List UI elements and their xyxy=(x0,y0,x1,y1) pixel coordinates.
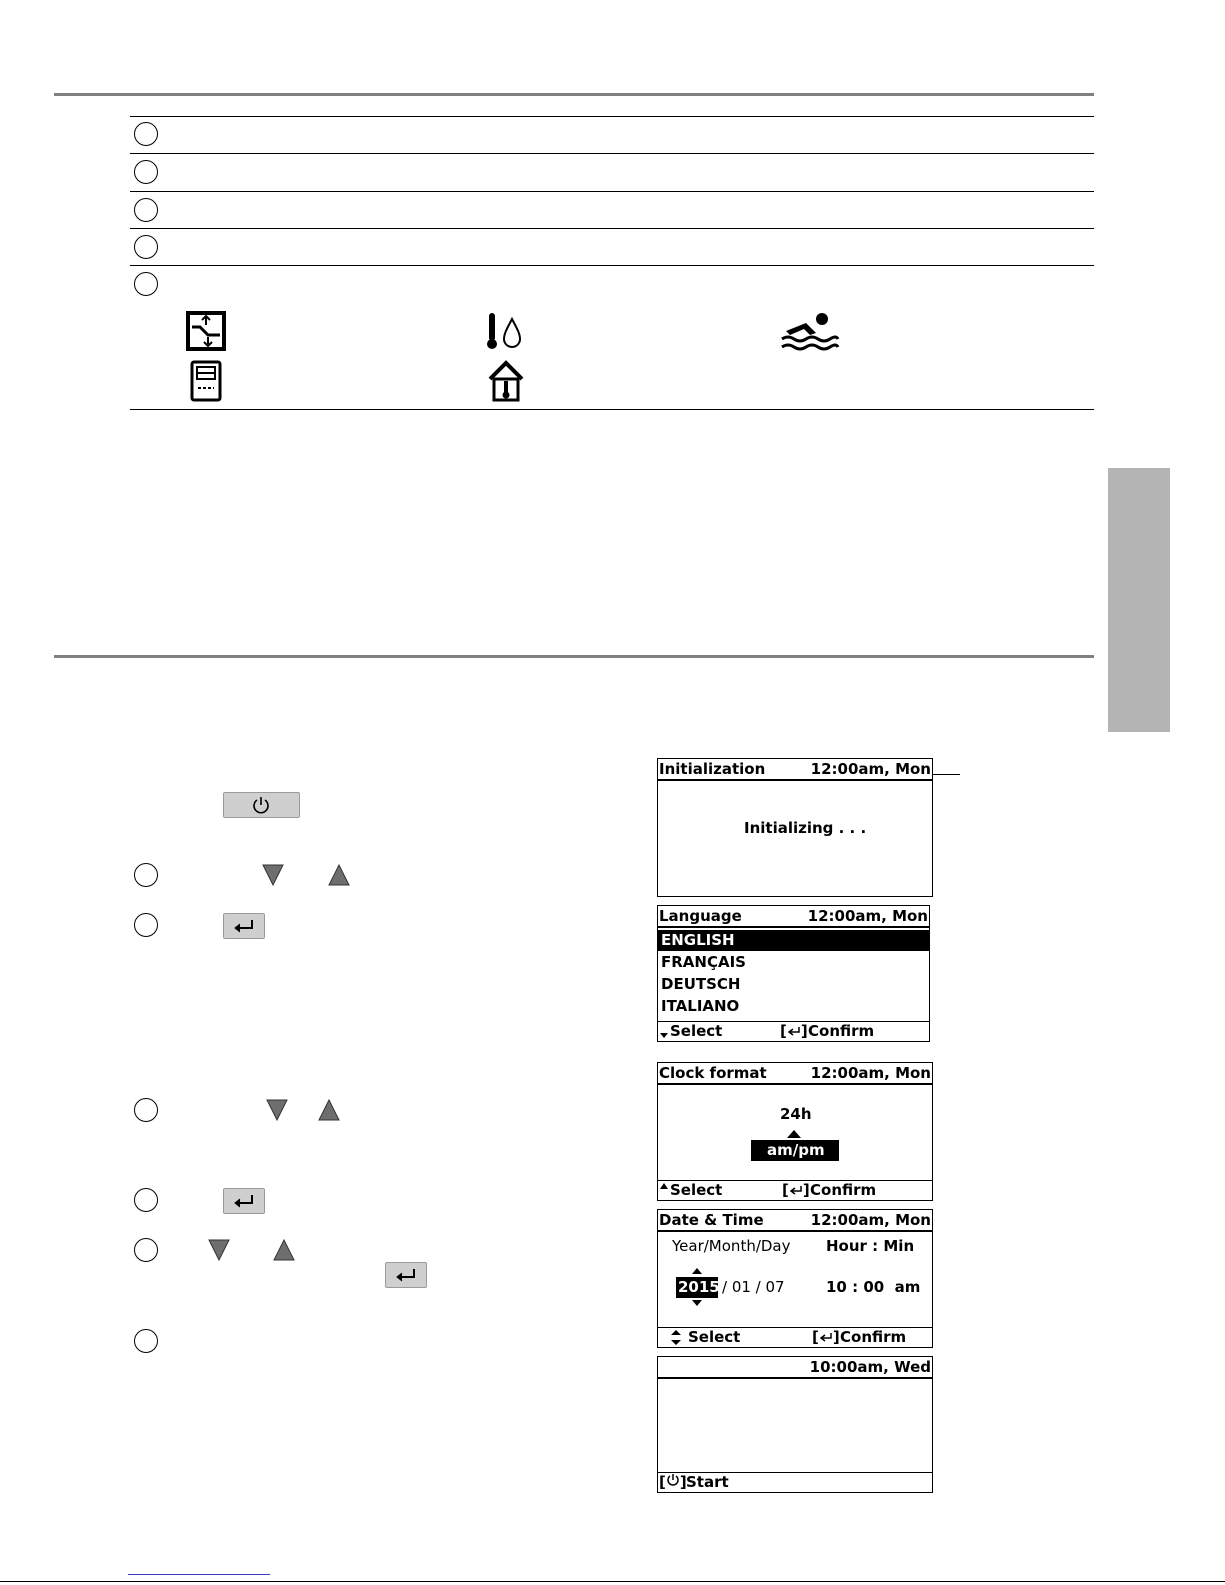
enter-arrow-icon xyxy=(787,1026,801,1036)
screen-header xyxy=(658,1357,932,1379)
down-triangle-icon[interactable] xyxy=(208,1238,230,1262)
footer-confirm-label: Confirm xyxy=(808,1022,875,1040)
screen-clock-format xyxy=(657,1062,933,1201)
enter-button[interactable] xyxy=(223,913,265,939)
screen-header xyxy=(658,906,929,928)
callout-line xyxy=(932,774,960,775)
enter-button[interactable] xyxy=(385,1262,427,1288)
option-24h[interactable]: 24h xyxy=(780,1105,812,1123)
step-circle-3 xyxy=(134,198,158,222)
up-down-arrow-icon xyxy=(668,1329,684,1346)
screen-title: Language xyxy=(659,907,742,925)
table-row-rule xyxy=(130,228,1094,229)
screen-clock: 10:00am, Wed xyxy=(809,1358,931,1376)
footer-link-underline xyxy=(128,1574,270,1575)
step-circle-5 xyxy=(134,272,158,296)
section-tab xyxy=(1108,468,1170,732)
enter-arrow-icon xyxy=(232,918,256,934)
screen-clock: 12:00am, Mon xyxy=(810,1211,931,1229)
date-label: Year/Month/Day xyxy=(672,1237,791,1255)
select-arrow-icon xyxy=(659,1182,669,1190)
screen-home xyxy=(657,1356,933,1493)
step-circle-6 xyxy=(134,1329,158,1353)
language-option-deutsch[interactable]: DEUTSCH xyxy=(661,975,741,993)
footer-start-label: Start xyxy=(686,1473,729,1491)
top-section-rule xyxy=(54,93,1094,96)
time-value[interactable]: 10 : 00 am xyxy=(826,1278,921,1296)
swimmer-icon xyxy=(780,311,840,353)
footer-enter-bracket: [ ] xyxy=(782,1181,810,1199)
screen-clock: 12:00am, Mon xyxy=(807,907,928,925)
power-button[interactable] xyxy=(223,792,300,818)
initializing-message: Initializing . . . xyxy=(744,819,867,837)
table-bottom-rule xyxy=(130,409,1094,410)
screen-header xyxy=(658,1063,932,1085)
table-row-rule xyxy=(130,153,1094,154)
thermometer-drop-icon xyxy=(484,311,526,351)
up-arrow-icon xyxy=(691,1267,703,1275)
option-ampm-highlight[interactable] xyxy=(751,1140,839,1161)
footer-select-label: Select xyxy=(670,1181,723,1199)
power-icon xyxy=(666,1473,680,1487)
screen-title: Date & Time xyxy=(659,1211,764,1229)
screen-footer xyxy=(658,1472,932,1492)
step-circle-5 xyxy=(134,1238,158,1262)
year-highlight[interactable] xyxy=(676,1277,718,1298)
time-label: Hour : Min xyxy=(826,1237,915,1255)
screen-initialization xyxy=(657,758,933,897)
screen-header xyxy=(658,759,932,781)
down-triangle-icon[interactable] xyxy=(262,863,284,887)
enter-arrow-icon xyxy=(232,1193,256,1209)
screen-footer xyxy=(658,1021,929,1041)
second-section-rule xyxy=(54,655,1094,658)
footer-enter-bracket: [ ] xyxy=(812,1328,840,1346)
language-option-italiano[interactable]: ITALIANO xyxy=(661,997,740,1015)
table-row-rule xyxy=(130,116,1094,117)
footer-select-label: Select xyxy=(670,1022,723,1040)
up-arrow-icon xyxy=(786,1129,802,1139)
table-row-rule xyxy=(130,191,1094,192)
step-circle-2 xyxy=(134,160,158,184)
down-triangle-icon[interactable] xyxy=(266,1098,288,1122)
footer-power-bracket: [ ] xyxy=(659,1473,687,1491)
step-circle-4 xyxy=(134,1188,158,1212)
page-bottom-rule xyxy=(0,1581,1225,1582)
enter-button[interactable] xyxy=(223,1188,265,1214)
footer-confirm-label: Confirm xyxy=(840,1328,907,1346)
step-circle-4 xyxy=(134,235,158,259)
enter-arrow-icon xyxy=(394,1267,418,1283)
footer-confirm-label: Confirm xyxy=(810,1181,877,1199)
screen-header xyxy=(658,1210,932,1232)
year-value: 2015 xyxy=(678,1278,720,1296)
power-icon xyxy=(251,795,271,815)
language-option-francais[interactable]: FRANÇAIS xyxy=(661,953,746,971)
screen-footer xyxy=(658,1327,932,1347)
step-circle-1 xyxy=(134,122,158,146)
up-triangle-icon[interactable] xyxy=(318,1098,340,1122)
enter-arrow-icon xyxy=(819,1332,833,1342)
select-arrow-icon xyxy=(659,1031,669,1039)
screen-title: Clock format xyxy=(659,1064,767,1082)
footer-select-label: Select xyxy=(688,1328,741,1346)
screen-date-time xyxy=(657,1209,933,1348)
down-arrow-icon xyxy=(691,1299,703,1307)
step-circle-2 xyxy=(134,913,158,937)
screen-clock: 12:00am, Mon xyxy=(810,1064,931,1082)
up-triangle-icon[interactable] xyxy=(273,1238,295,1262)
screen-footer xyxy=(658,1180,932,1200)
controller-icon xyxy=(190,360,222,402)
enter-arrow-icon xyxy=(789,1185,803,1195)
month-day-value[interactable]: / 01 / 07 xyxy=(722,1278,785,1296)
up-triangle-icon[interactable] xyxy=(328,863,350,887)
screen-language xyxy=(657,905,930,1042)
step-circle-3 xyxy=(134,1098,158,1122)
screen-clock: 12:00am, Mon xyxy=(810,760,931,778)
house-temperature-icon xyxy=(486,357,526,403)
mixing-valve-icon xyxy=(186,311,226,351)
option-ampm: am/pm xyxy=(767,1141,825,1159)
footer-enter-bracket: [ ] xyxy=(780,1022,808,1040)
step-circle-1 xyxy=(134,863,158,887)
screen-title: Initialization xyxy=(659,760,766,778)
language-option-english[interactable]: ENGLISH xyxy=(661,931,735,949)
table-row-rule xyxy=(130,265,1094,266)
